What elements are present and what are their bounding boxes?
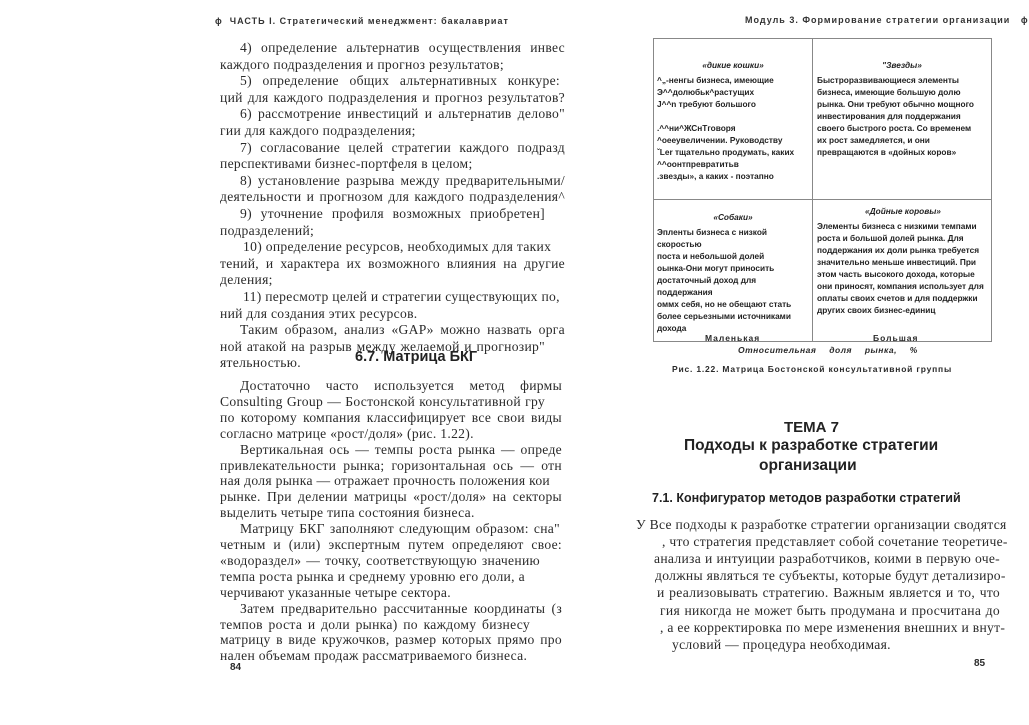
quadrant-title: «дикие кошки»	[702, 60, 764, 70]
text-line: деятельности и прогнозом для каждого подразделения^	[220, 189, 565, 205]
text-line: ций для каждого подразделения и прогноз результатов?	[220, 89, 565, 105]
text-line: 5) определение общих альтернативных конкуре:	[240, 73, 560, 89]
quadrant-text: J^^n требуют большого	[657, 99, 756, 109]
text-line: по которому компания классифицирует все свои виды	[220, 409, 562, 425]
text-line: согласно матрице «рост/доля» (рис. 1.22).	[220, 425, 474, 441]
quadrant-text: .звезды», а каких - поэтапно	[657, 171, 774, 181]
text-line: гия никогда не может быть продумана и просчитана до	[660, 602, 1000, 618]
text-line: Таким образом, анализ «GAP» можно назвать орга	[240, 322, 565, 338]
text-line: , что стратегия представляет собой сочетание теоретиче-	[662, 534, 1008, 550]
topic-label: ТЕМА 7	[784, 419, 840, 436]
text-line: четным и (или) экспертным путем определяют свое:	[220, 537, 562, 552]
quadrant-text: поста и небольшой долей	[657, 251, 765, 261]
text-line: нален объемам продаж рассматриваемого бизнеса.	[220, 648, 528, 664]
text-line: , а ее корректировка по мере изменения внешних и внут-	[660, 619, 1006, 635]
text-line: 9) уточнение профиля возможных приобретен]	[240, 206, 545, 221]
running-header-right: Модуль 3. Формирование стратегии организации ɸ	[745, 15, 1029, 25]
text-line: У Все подходы к разработке стратегии организации сводятся	[636, 517, 1007, 532]
text-line: ная доля рынка — отражает прочность положения кои	[220, 473, 550, 489]
quadrant-text: ˇLer тщательно продумать, каких	[657, 147, 795, 157]
quadrant-text: оынка-Они могут приносить	[657, 263, 775, 273]
quadrant-text: ^^оонтпревратитьв	[657, 159, 739, 169]
text-line: Затем предварительно рассчитанные координаты (з	[240, 600, 562, 616]
quadrant-text: оммх себя, но не обещают стать	[657, 299, 792, 309]
quadrant-text: ^оееувеличении. Руководству	[657, 135, 783, 145]
text-line: 4) определение альтернатив осуществления инвес	[240, 40, 565, 55]
quadrant-text: более серьезными источниками	[657, 311, 791, 321]
text-line: Вертикальная ось — темпы роста рынка — опреде	[240, 441, 562, 457]
quadrant-wild-cats	[657, 59, 809, 182]
text-line: Consulting Group — Бостонской консультативной гру	[220, 393, 545, 409]
page-number: 84	[230, 662, 242, 673]
quadrant-text: рынка. Они требуют обычно мощного	[817, 99, 974, 109]
quadrant-text: .^^ни^ЖСнТговоря	[657, 123, 736, 133]
divider	[812, 39, 813, 341]
quadrant-text: Э^^долюбьк^растущих	[657, 87, 755, 97]
quadrant-text: дохода	[657, 323, 687, 333]
text-line: рынке. При делении матрицы «рост/доля» на секторы	[220, 489, 562, 505]
quadrant-text	[657, 110, 809, 122]
axis-high-label: Большая	[873, 333, 919, 343]
quadrant-stars	[817, 59, 987, 158]
text-line: ний для создания этих ресурсов.	[220, 305, 418, 321]
topic-title: Подходы к разработке стратегии	[684, 437, 939, 454]
text-line: 11) пересмотр целей и стратегии существующих по,	[243, 289, 560, 304]
page-number: 85	[974, 658, 986, 669]
topic-title-2: организации	[759, 457, 857, 474]
text-line: тений, и характера их возможного влияния на другие	[220, 255, 565, 271]
quadrant-text: их рост замедляется, и они	[817, 135, 930, 145]
quadrant-text: оплаты своих счетов и для поддержки	[817, 293, 978, 303]
quadrant-text: Эпленты бизнеса с низкой скоростью	[657, 227, 768, 249]
section-title: 6.7. Матрица БКГ	[355, 349, 478, 365]
quadrant-cash-cows	[817, 205, 989, 316]
quadrant-text: превращаются в «дойных коров»	[817, 147, 957, 157]
quadrant-text: ^„-ненгы бизнеса, имеющие	[657, 75, 774, 85]
quadrant-text: они приносят, компания использует для	[817, 281, 984, 291]
quadrant-title: «Собаки»	[713, 212, 753, 222]
quadrant-text: бизнеса, имеющие большую долю	[817, 87, 961, 97]
text-line: условий — процедура необходимая.	[672, 636, 891, 652]
text-line: темпов роста и доли рынка) по каждому бизнесу	[220, 616, 530, 632]
text-line: 8) установление разрыва между предварительными/	[240, 172, 565, 188]
quadrant-dogs	[657, 211, 809, 334]
quadrant-text: Быстроразвивающиеся элементы	[817, 75, 959, 85]
subsection-title: 7.1. Конфигуратор методов разработки стратегий	[652, 491, 961, 505]
text-line: ятельностью.	[220, 355, 301, 371]
quadrant-text: своего быстрого роста. Со временем	[817, 123, 972, 133]
running-header-left: ɸ ЧАСТЬ I. Стратегический менеджмент: бакалавриат	[215, 16, 509, 26]
quadrant-text: значительно меньше инвестиций. При	[817, 257, 977, 267]
quadrant-text: этом часть высокого дохода, которые	[817, 269, 975, 279]
text-line: подразделений;	[220, 222, 315, 238]
text-line: выделить четыре типа состояния бизнеса.	[220, 505, 475, 521]
text-line: 10) определение ресурсов, необходимых для таких	[243, 239, 552, 255]
quadrant-text: Элементы бизнеса с низкими темпами	[817, 221, 977, 231]
quadrant-text: других своих бизнес-единиц	[817, 305, 936, 315]
text-line: деления;	[220, 272, 273, 288]
text-line: привлекательности рынка; горизонтальная ось — отн	[220, 457, 562, 473]
text-line: 6) рассмотрение инвестиций и альтернатив делово"	[240, 106, 565, 122]
text-line: гии для каждого подразделения;	[220, 123, 416, 138]
text-line: и реализовывать стратегию. Важным является и то, что	[657, 585, 1000, 601]
text-line: Матрицу БКГ заполняют следующим образом: сна"	[240, 521, 560, 537]
figure-caption: Рис. 1.22. Матрица Бостонской консультативной группы	[672, 364, 953, 374]
divider	[654, 199, 991, 200]
bcg-matrix	[653, 38, 992, 342]
quadrant-text: достаточный доход для поддержания	[657, 275, 757, 297]
text-line: «водораздел» — точку, соответствующую значению	[220, 552, 540, 568]
text-line: каждого подразделения и прогноз результатов;	[220, 56, 504, 72]
text-line: черчивают указанные четыре сектора.	[220, 584, 451, 600]
text-line: анализа и интуиции разработчиков, коими в первую оче-	[654, 551, 1000, 567]
text-line: матрицу в виде кружочков, размер которых прямо про	[220, 632, 562, 648]
quadrant-text: роста и большой долей рынка. Для	[817, 233, 964, 243]
text-line: Достаточно часто используется метод фирмы	[240, 378, 562, 393]
quadrant-text: инвестирования для поддержания	[817, 111, 961, 121]
quadrant-title: «Дойные коровы»	[865, 206, 941, 216]
quadrant-text: поддержания их доли рынка требуется	[817, 245, 980, 255]
text-line: ной атакой на разрыв между желаемой и прогнозир"	[220, 338, 545, 354]
text-line: перспективами бизнес-портфеля в целом;	[220, 156, 473, 172]
axis-title: Относительная доля рынка, %	[738, 345, 918, 355]
text-line: должны являться те субъекты, которые будут детализиро-	[655, 568, 1006, 584]
header-text: ЧАСТЬ I. Стратегический менеджмент: бакалавриат	[229, 16, 509, 26]
axis-low-label: Маленькая	[705, 333, 761, 343]
quadrant-title: "Звезды»	[882, 60, 922, 70]
text-line: 7) согласование целей стратегии каждого подразд	[240, 139, 565, 155]
text-line: темпа роста рынка и среднему уровню его доли, а	[220, 568, 525, 584]
header-text: Модуль 3. Формирование стратегии организации	[745, 15, 1011, 25]
